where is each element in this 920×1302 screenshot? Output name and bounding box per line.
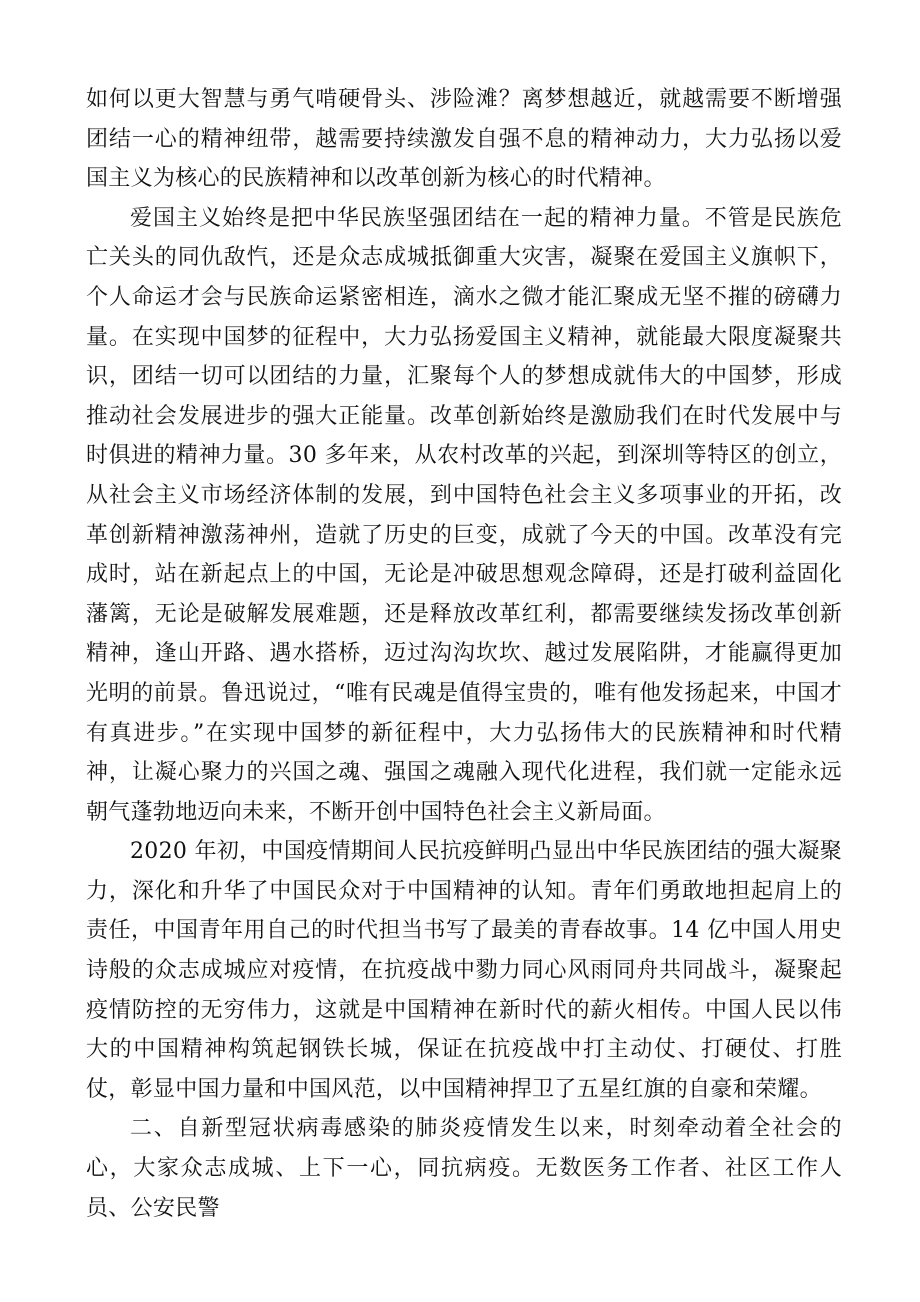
paragraph-continuation: 如何以更大智慧与勇气啃硬骨头、涉险滩？离梦想越近，就越需要不断增强团结一心的精神纽带，越需要持续激发自强不息的精神动力，大力弘扬以爱国主义为核心的民族精神和以改革创新为核心的时代精神。 bbox=[86, 87, 842, 192]
paragraph-epidemic-2020: 2020 年初，中国疫情期间人民抗疫鲜明凸显出中华民族团结的强大凝聚力，深化和升华了中国民众对于中国精神的认知。青年们勇敢地担起肩上的责任，中国青年用自己的时代担当书写了最美的青春故事。14 亿中国人用史诗般的众志成城应对疫情，在抗疫战中勠力同心风雨同舟共同战斗，凝聚起疫情防控的无穷伟力，这就是中国精神在新时代的薪火相传。中国人民以伟大的中国精神构筑起钢铁长城，保证在抗疫战中打主动仗、打硬仗、打胜仗，彰显中国力量和中国风范，以中国精神捍卫了五星红旗的自豪和荣耀。 bbox=[86, 839, 842, 1102]
document-body bbox=[86, 80, 842, 1228]
paragraph-patriotism: 爱国主义始终是把中华民族坚强团结在一起的精神力量。不管是民族危亡关头的同仇敌忾，还是众志成城抵御重大灾害，凝聚在爱国主义旗帜下，个人命运才会与民族命运紧密相连，滴水之微才能汇聚成无坚不摧的磅礴力量。在实现中国梦的征程中，大力弘扬爱国主义精神，就能最大限度凝聚共识，团结一切可以团结的力量，汇聚每个人的梦想成就伟大的中国梦，形成推动社会发展进步的强大正能量。改革创新始终是激励我们在时代发展中与时俱进的精神力量。30 多年来，从农村改革的兴起，到深圳等特区的创立，从社会主义市场经济体制的发展，到中国特色社会主义多项事业的开拓，改革创新精神激荡神州，造就了历史的巨变，成就了今天的中国。改革没有完成时，站在新起点上的中国，无论是冲破思想观念障碍，还是打破利益固化藩篱，无论是破解发展难题，还是释放改革红利，都需要继续发扬改革创新精神，逢山开路、遇水搭桥，迈过沟沟坎坎、越过发展陷阱，才能赢得更加光明的前景。鲁迅说过，“唯有民魂是值得宝贵的，唯有他发扬起来，中国才有真进步。”在实现中国梦的新征程中，大力弘扬伟大的民族精神和时代精神，让凝心聚力的兴国之魂、强国之魂融入现代化进程，我们就一定能永远朝气蓬勃地迈向未来，不断开创中国特色社会主义新局面。 bbox=[86, 205, 842, 825]
paragraph-section-two: 二、自新型冠状病毒感染的肺炎疫情发生以来，时刻牵动着全社会的心，大家众志成城、上下一心，同抗病疫。无数医务工作者、社区工作人员、公安民警 bbox=[86, 1116, 842, 1221]
